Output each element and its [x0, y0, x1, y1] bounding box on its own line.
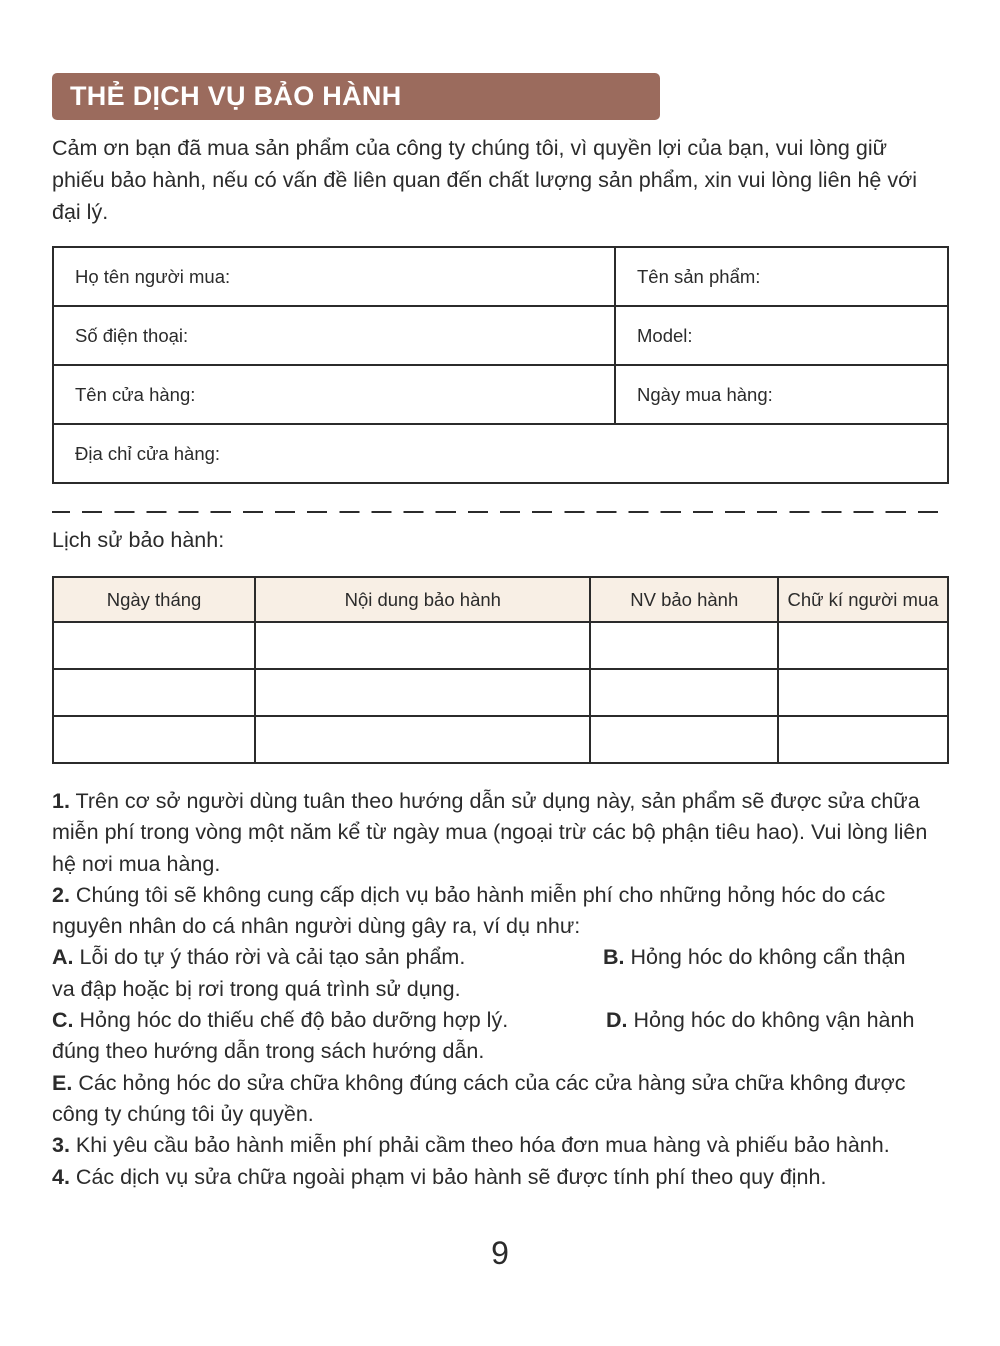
column-header-date: Ngày tháng — [53, 577, 255, 622]
term-e — [52, 1068, 952, 1131]
term-3 — [52, 1130, 952, 1161]
table-cell[interactable] — [255, 622, 590, 669]
term-letter: A. — [52, 945, 74, 970]
term-c — [52, 1005, 606, 1036]
term-text: Khi yêu cầu bảo hành miễn phí phải cầm theo hóa đơn mua hàng và phiếu bảo hành. — [75, 1133, 890, 1158]
term-text: Hỏng hóc do thiếu chế độ bảo dưỡng hợp lý. — [79, 1008, 509, 1033]
page-number: 9 — [491, 1235, 509, 1271]
term-b — [603, 942, 905, 973]
table-cell[interactable] — [590, 622, 778, 669]
table-cell[interactable] — [255, 716, 590, 763]
column-header-signature: Chữ kí người mua — [778, 577, 948, 622]
term-number: 4. — [52, 1164, 70, 1189]
table-row — [53, 306, 948, 365]
table-cell[interactable] — [255, 669, 590, 716]
phone-field[interactable]: Số điện thoại: — [53, 306, 615, 365]
table-row — [53, 716, 948, 763]
term-letter: D. — [606, 1008, 628, 1033]
table-cell[interactable] — [53, 716, 255, 763]
table-cell[interactable] — [778, 716, 948, 763]
store-name-field[interactable]: Tên cửa hàng: — [53, 365, 615, 424]
term-text: Chúng tôi sẽ không cung cấp dịch vụ bảo hành miễn phí cho những hỏng hóc do các nguyên nhân do cá nhân người dùng gây ra, ví dụ như: — [52, 882, 886, 939]
term-a — [52, 942, 603, 973]
term-letter: B. — [603, 945, 625, 970]
term-text: Hỏng hóc do không cẩn thận — [630, 945, 906, 970]
term-text: Trên cơ sở người dùng tuân theo hướng dẫn sử dụng này, sản phẩm sẽ được sửa chữa miễn phí trong vòng một năm kể từ ngày mua (ngoại trừ các bộ phận tiêu hao). Vui lòng liên hệ nơi mua hàng. — [52, 789, 928, 876]
intro-text: Cảm ơn bạn đã mua sản phẩm của công ty chúng tôi, vì quyền lợi của bạn, vui lòng giữ phiếu bảo hành, nếu có vấn đề liên quan đến chất lượng sản phẩm, xin vui lòng liên hệ với đại lý. — [52, 136, 917, 224]
term-text: Các hỏng hóc do sửa chữa không đúng cách của các cửa hàng sửa chữa không được công ty chúng tôi ủy quyền. — [52, 1070, 906, 1126]
term-text: Lỗi do tự ý tháo rời và cải tạo sản phẩm. — [79, 945, 466, 970]
table-cell[interactable] — [53, 669, 255, 716]
term-4 — [52, 1162, 952, 1193]
table-cell[interactable] — [778, 622, 948, 669]
term-number: 2. — [52, 882, 70, 907]
table-cell[interactable] — [590, 716, 778, 763]
term-text: Hỏng hóc do không vận hành — [633, 1008, 915, 1033]
term-1 — [52, 786, 952, 880]
title-banner — [52, 73, 660, 120]
history-label: Lịch sử bảo hành: — [52, 528, 225, 552]
term-letter: E. — [52, 1070, 73, 1095]
column-header-staff: NV bảo hành — [590, 577, 778, 622]
table-row — [53, 247, 948, 306]
term-ab-row — [52, 942, 952, 973]
table-header-row — [53, 577, 948, 622]
term-b-continued: va đập hoặc bị rơi trong quá trình sử dụng. — [52, 976, 461, 1001]
column-header-content: Nội dung bảo hành — [255, 577, 590, 622]
store-address-field[interactable]: Địa chỉ cửa hàng: — [53, 424, 948, 483]
term-d-continued: đúng theo hướng dẫn trong sách hướng dẫn. — [52, 1039, 485, 1064]
term-number: 3. — [52, 1133, 70, 1158]
model-field[interactable]: Model: — [615, 306, 948, 365]
buyer-name-field[interactable]: Họ tên người mua: — [53, 247, 615, 306]
warranty-history-table — [52, 576, 949, 764]
purchase-date-field[interactable]: Ngày mua hàng: — [615, 365, 948, 424]
product-name-field[interactable]: Tên sản phẩm: — [615, 247, 948, 306]
table-cell[interactable] — [53, 622, 255, 669]
term-letter: C. — [52, 1008, 74, 1033]
table-cell[interactable] — [778, 669, 948, 716]
cut-line-divider — [52, 511, 949, 513]
term-text: Các dịch vụ sửa chữa ngoài phạm vi bảo hành sẽ được tính phí theo quy định. — [75, 1164, 827, 1189]
term-cd-row — [52, 1005, 952, 1036]
table-cell[interactable] — [590, 669, 778, 716]
table-row — [53, 622, 948, 669]
term-2 — [52, 880, 952, 943]
buyer-info-table — [52, 246, 949, 484]
term-number: 1. — [52, 789, 70, 813]
term-d — [606, 1005, 914, 1036]
table-row — [53, 424, 948, 483]
page-title: THẺ DỊCH VỤ BẢO HÀNH — [70, 81, 402, 111]
warranty-terms — [52, 786, 952, 1193]
table-row — [53, 365, 948, 424]
table-row — [53, 669, 948, 716]
